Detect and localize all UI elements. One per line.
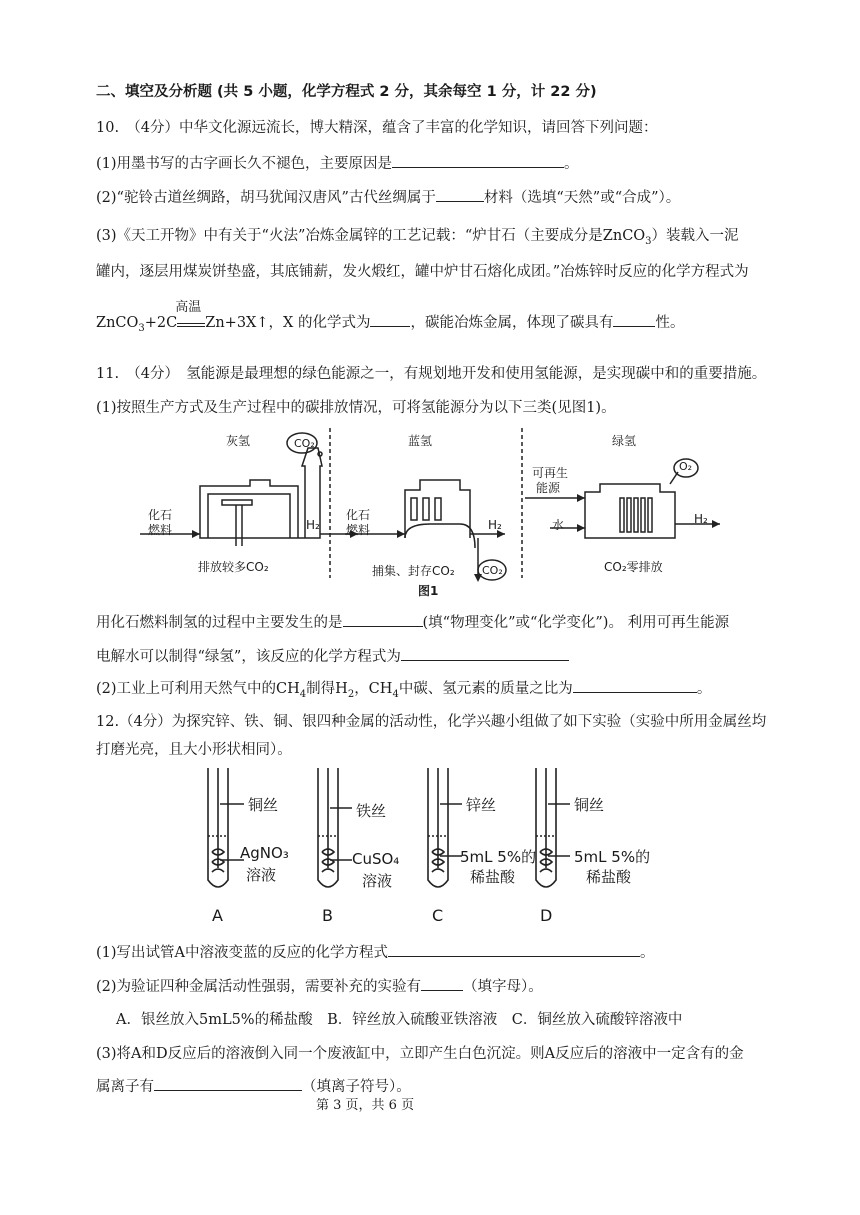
grey-hydrogen-title: 灰氢 — [226, 434, 251, 448]
grey-co2-bubble: CO₂ — [294, 437, 315, 450]
test-tube-a — [208, 768, 244, 887]
tube-a-solution: AgNO₃ — [240, 844, 289, 862]
answer-blank[interactable] — [388, 942, 640, 957]
figure-label: 图1 — [418, 584, 439, 598]
green-caption: CO₂零排放 — [604, 560, 663, 574]
q11-after-figure-line2: 电解水可以制得“绿氢”，该反应的化学方程式为 — [96, 646, 569, 667]
green-hydrogen-title: 绿氢 — [612, 434, 637, 448]
q11-stem: 11. （4分） 氢能源是最理想的绿色能源之一，有规划地开发和使用氢能源，是实现碳中和的重要措施。 — [96, 366, 767, 382]
q10-part3-line2: 罐内，逐层用煤炭饼垫盛，其底铺薪，发火煅红，罐中炉甘石熔化成团。”冶炼锌时反应的化学方程式为 — [96, 264, 749, 280]
tube-c-wire: 锌丝 — [466, 796, 497, 814]
q10-part2: (2)“驼铃古道丝绸路，胡马犹闻汉唐风”古代丝绸属于 材料（选填“天然”或“合成”）。 — [96, 187, 680, 208]
green-input-1: 可再生 — [532, 466, 569, 480]
blue-co2-bubble: CO₂ — [482, 564, 503, 577]
test-tube-b — [318, 768, 352, 887]
tube-b-solution: CuSO₄ — [352, 850, 400, 868]
blue-input-2: 燃料 — [346, 523, 371, 537]
condition-high-temp: 高温 — [175, 300, 202, 315]
answer-blank[interactable] — [613, 312, 655, 327]
tube-b-wire: 铁丝 — [356, 802, 387, 820]
grey-caption: 排放较多CO₂ — [198, 560, 269, 574]
tube-b-solution-2: 溶液 — [362, 872, 393, 890]
answer-blank[interactable] — [370, 312, 410, 327]
q11-part1: (1)按照生产方式及生产过程中的碳排放情况，可将氢能源分为以下三类(见图1)。 — [96, 400, 616, 416]
answer-blank[interactable] — [154, 1076, 302, 1091]
test-tube-c — [428, 768, 462, 887]
tube-b-letter: B — [322, 906, 333, 925]
tube-c-solution-2: 稀盐酸 — [470, 868, 516, 886]
test-tube-d — [536, 768, 570, 887]
q10-part1: (1)用墨书写的古字画长久不褪色，主要原因是 。 — [96, 153, 579, 174]
tube-a-solution-2: 溶液 — [246, 866, 277, 884]
tube-d-wire: 铜丝 — [574, 796, 605, 814]
q11-after-figure-line1: 用化石燃料制氢的过程中主要发生的是 (填“物理变化”或“化学变化”)。 利用可再生能源 — [96, 612, 729, 633]
section-title: 二、填空及分析题 (共 5 小题，化学方程式 2 分，其余每空 1 分，计 22 分) — [96, 84, 597, 100]
tube-d-solution-2: 稀盐酸 — [586, 868, 632, 886]
q12-stem-line1: 12.（4分）为探究锌、铁、铜、银四种金属的活动性，化学兴趣小组做了如下实验（实验中所用金属丝均 — [96, 714, 767, 730]
answer-blank[interactable] — [401, 646, 569, 661]
answer-blank[interactable] — [392, 153, 564, 168]
q10-part3-line1: (3)《天工开物》中有关于“火法”冶炼金属锌的工艺记载：“炉甘石（主要成分是ZnCO$_3$）装载入一泥 — [96, 228, 739, 247]
tube-a-letter: A — [212, 906, 223, 925]
green-o2-bubble: O₂ — [679, 460, 693, 473]
q12-part1: (1)写出试管A中溶液变蓝的反应的化学方程式 。 — [96, 942, 655, 963]
tube-a-wire: 铜丝 — [248, 796, 279, 814]
q12-options: A．银丝放入5mL5%的稀盐酸 B．锌丝放入硫酸亚铁溶液 C．铜丝放入硫酸锌溶液中 — [116, 1012, 683, 1028]
answer-blank[interactable] — [436, 187, 484, 202]
q10-equation: ZnCO$_3$+2C 高温 Zn+3X↑，X 的化学式为 ，碳能冶炼金属，体现了碳具有 性。 — [96, 300, 685, 334]
tube-d-letter: D — [540, 906, 553, 925]
grey-output: H₂ — [306, 518, 320, 532]
grey-input-1: 化石 — [148, 508, 173, 522]
tube-c-letter: C — [432, 906, 444, 925]
q11-part2: (2)工业上可利用天然气中的$CH_4$制得$H_2$，$CH_4$中碳、氢元素的质量之比为 。 — [96, 678, 711, 705]
blue-output: H₂ — [488, 518, 502, 532]
blue-input-1: 化石 — [346, 508, 371, 522]
page-footer: 第 3 页，共 6 页 — [316, 1098, 415, 1113]
blue-caption: 捕集、封存CO₂ — [372, 564, 455, 578]
green-water-input: 水 — [552, 518, 565, 532]
q12-part3-line2: 属离子有 （填离子符号）。 — [96, 1076, 411, 1097]
green-output: H₂ — [694, 512, 708, 526]
answer-blank[interactable] — [421, 976, 463, 991]
answer-blank[interactable] — [573, 678, 697, 693]
q10-stem: 10. （4分）中华文化源远流长，博大精深，蕴含了丰富的化学知识，请回答下列问题： — [96, 120, 658, 136]
q12-stem-line2: 打磨光亮，且大小形状相同）。 — [96, 742, 292, 758]
q12-part3-line1: (3)将A和D反应后的溶液倒入同一个废液缸中，立即产生白色沉淀。则A反应后的溶液中一定含有的金 — [96, 1046, 744, 1062]
tube-d-solution: 5mL 5%的 — [574, 848, 651, 866]
tube-c-solution: 5mL 5%的 — [460, 848, 537, 866]
blue-hydrogen-title: 蓝氢 — [408, 434, 433, 448]
answer-blank[interactable] — [343, 612, 423, 627]
grey-input-2: 燃料 — [148, 523, 173, 537]
green-input-2: 能源 — [536, 481, 561, 495]
q12-part2: (2)为验证四种金属活动性强弱，需要补充的实验有 （填字母）。 — [96, 976, 543, 997]
